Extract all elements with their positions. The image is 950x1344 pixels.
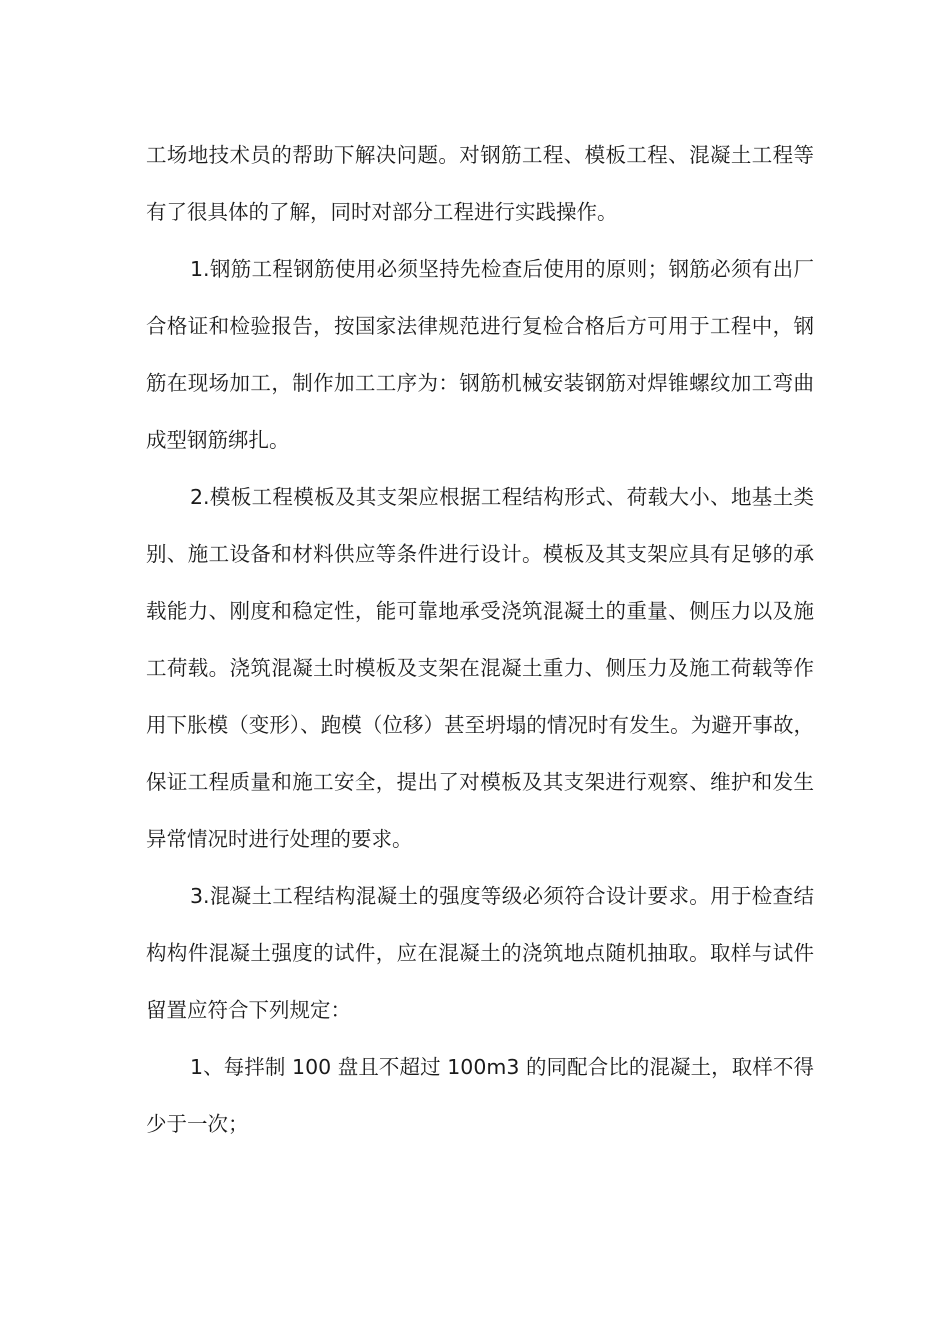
- paragraph-sampling-rule-1: 1、每拌制 100 盘且不超过 100m3 的同配合比的混凝土，取样不得少于一次；: [146, 1055, 814, 1136]
- paragraph-intro: 工场地技术员的帮助下解决问题。对钢筋工程、模板工程、混凝土工程等有了很具体的了解，同时对部分工程进行实践操作。: [146, 143, 814, 224]
- paragraph-formwork-engineering: 2.模板工程模板及其支架应根据工程结构形式、荷载大小、地基土类别、施工设备和材料供应等条件进行设计。模板及其支架应具有足够的承载能力、刚度和稳定性，能可靠地承受浇筑混凝土的重量、侧压力以及施工荷载。浇筑混凝土时模板及支架在混凝土重力、侧压力及施工荷载等作用下胀模（变形）、跑模（位移）甚至坍塌的情况时有发生。为避开事故，保证工程质量和施工安全，提出了对模板及其支架进行观察、维护和发生异常情况时进行处理的要求。: [146, 485, 814, 851]
- paragraph-rebar-engineering: 1.钢筋工程钢筋使用必须坚持先检查后使用的原则；钢筋必须有出厂合格证和检验报告，按国家法律规范进行复检合格后方可用于工程中，钢筋在现场加工，制作加工工序为：钢筋机械安装钢筋对焊锥螺纹加工弯曲成型钢筋绑扎。: [146, 257, 814, 452]
- document-body: [146, 127, 814, 1153]
- paragraph-concrete-engineering: 3.混凝土工程结构混凝土的强度等级必须符合设计要求。用于检查结构构件混凝土强度的试件，应在混凝土的浇筑地点随机抽取。取样与试件留置应符合下列规定：: [146, 884, 814, 1022]
